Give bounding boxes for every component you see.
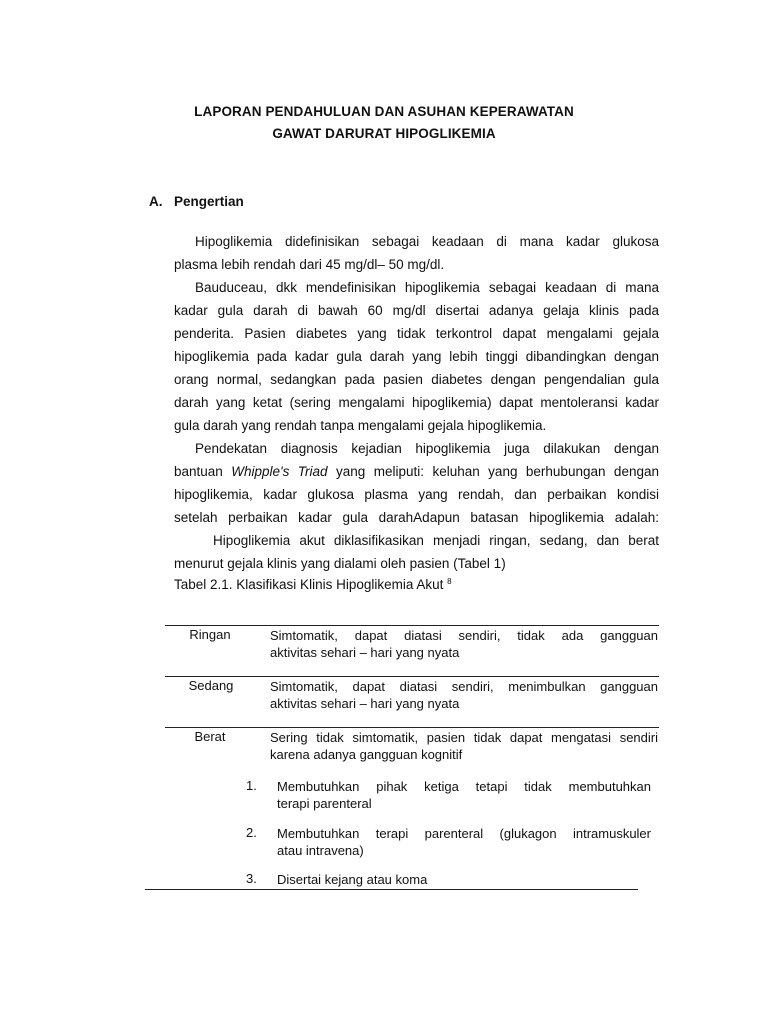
table-cell-line: karena adanya gangguan kognitif (270, 747, 463, 762)
table-cell-line: aktivitas sehari – hari yang nyata (270, 696, 460, 711)
paragraph-text: yang meliputi: keluhan yang berhubungan dengan (327, 464, 659, 479)
paragraph-bauduceau (174, 276, 659, 437)
paragraph-line: penderita. Pasien diabetes yang tidak terkontrol dapat mengalami gejala (174, 326, 659, 341)
paragraph-line: menurut gejala klinis yang dialami oleh pasien (Tabel 1) (174, 556, 506, 571)
paragraph-whipple (174, 437, 659, 529)
table-row-desc-sedang (270, 678, 658, 712)
list-item-line: terapi parenteral (277, 796, 372, 811)
list-item (277, 871, 651, 888)
table-cell-line: Simtomatik, dapat diatasi sendiri, menimbulkan gangguan (270, 679, 658, 694)
table-row-label-ringan: Ringan (189, 627, 231, 642)
paragraph-line: darah yang ketat (sering mengalami hipoglikemia) dapat mentoleransi kadar (174, 395, 659, 410)
table-cell-line: Sering tidak simtomatik, pasien tidak dapat mengatasi sendiri (270, 730, 658, 745)
list-item-line: Membutuhkan pihak ketiga tetapi tidak membutuhkan (277, 779, 651, 794)
list-item-number: 3. (246, 871, 257, 886)
table-rule-bottom (145, 889, 638, 890)
table-row-label-sedang: Sedang (188, 678, 234, 693)
paragraph-line: gula darah yang rendah tanpa mengalami gejala hipoglikemia. (174, 418, 547, 433)
section-heading (149, 194, 244, 209)
list-item-number: 2. (246, 825, 257, 840)
paragraph-line: Pendekatan diagnosis kejadian hipoglikemia juga dilakukan dengan (195, 441, 659, 456)
paragraph-line: kadar gula darah di bawah 60 mg/dl disertai adanya gelaja klinis pada (174, 303, 659, 318)
table-rule-divider (165, 676, 659, 677)
paragraph-classification (174, 529, 659, 575)
list-item (277, 825, 651, 859)
section-number: A. (149, 194, 163, 209)
table-rule-divider (165, 727, 659, 728)
table-row-desc-ringan (270, 627, 658, 661)
paragraph-line: orang normal, sedangkan pada pasien diabetes dengan pengendalian gula (174, 372, 659, 387)
table-caption-reference: 8 (447, 577, 452, 586)
list-item (277, 778, 651, 812)
paragraph-line: Hipoglikemia didefinisikan sebagai keadaan di mana kadar glukosa (195, 234, 659, 249)
table-cell-line: Simtomatik, dapat diatasi sendiri, tidak ada gangguan (270, 628, 658, 643)
paragraph-line: hipoglikemia, kadar glukosa plasma yang rendah, dan perbaikan kondisi (174, 487, 659, 502)
paragraph-line: setelah perbaikan kadar gula darahAdapun batasan hipoglikemia adalah: (174, 510, 659, 525)
list-item-number: 1. (246, 778, 257, 793)
paragraph-definition (174, 230, 659, 276)
table-row-label-berat: Berat (194, 729, 226, 744)
document-title-line1: LAPORAN PENDAHULUAN DAN ASUHAN KEPERAWATAN (194, 104, 574, 119)
paragraph-line: Bauduceau, dkk mendefinisikan hipoglikemia sebagai keadaan di mana (195, 280, 659, 295)
table-caption-text: Tabel 2.1. Klasifikasi Klinis Hipoglikemia Akut (174, 577, 444, 592)
table-row-desc-berat (270, 729, 658, 763)
paragraph-text: bantuan (174, 464, 232, 479)
whipple-triad-term: Whipple's Triad (231, 464, 328, 479)
list-item-line: Membutuhkan terapi parenteral (glukagon intramuskuler (277, 826, 651, 841)
paragraph-line: hipoglikemia pada kadar gula darah yang lebih tinggi dibandingkan dengan (174, 349, 659, 364)
list-item-line: Disertai kejang atau koma (277, 872, 428, 887)
paragraph-line: plasma lebih rendah dari 45 mg/dl– 50 mg/dl. (174, 257, 445, 272)
table-cell-line: aktivitas sehari – hari yang nyata (270, 645, 460, 660)
table-caption (174, 577, 452, 592)
document-title-line2: GAWAT DARURAT HIPOGLIKEMIA (272, 126, 496, 141)
section-title: Pengertian (174, 194, 244, 209)
list-item-line: atau intravena) (277, 843, 364, 858)
table-rule-top (165, 625, 659, 626)
paragraph-line: Hipoglikemia akut diklasifikasikan menjadi ringan, sedang, dan berat (213, 533, 659, 548)
paragraph-line (174, 460, 659, 483)
